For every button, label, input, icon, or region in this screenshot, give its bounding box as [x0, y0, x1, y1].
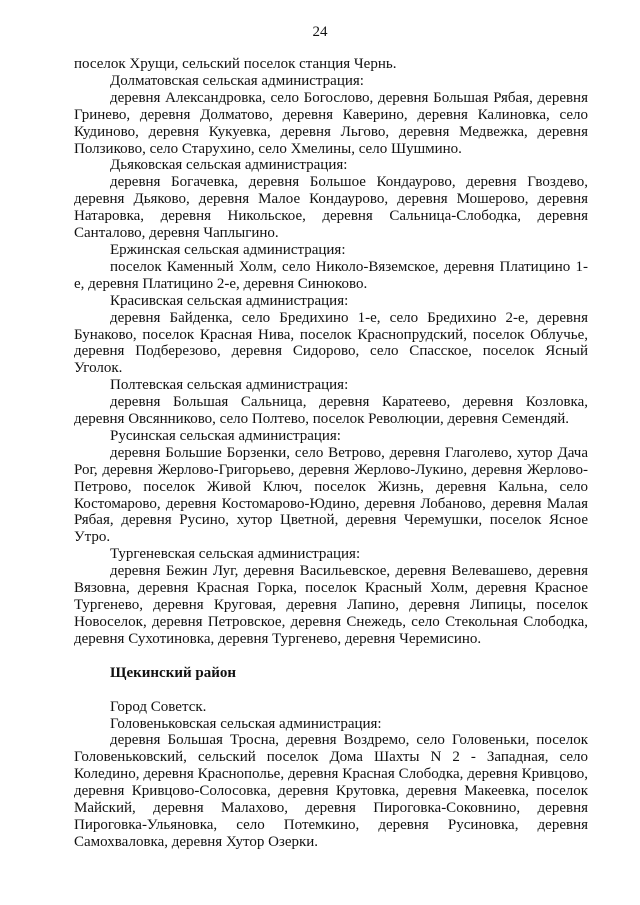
city-line: Город Советск. — [110, 698, 207, 715]
administration-name-dyakovskaya: Дьяковская сельская администрация: — [110, 157, 348, 174]
administration-name-krasivskaya: Красивская сельская администрация: — [110, 292, 349, 309]
district-heading: Щекинский район — [110, 664, 237, 681]
administration-name-poltevskaya: Полтевская сельская администрация: — [110, 377, 349, 394]
page-number: 24 — [312, 24, 328, 40]
administration-name-golovenkovskaya: Головеньковская сельская администрация: — [110, 715, 382, 732]
administration-name-erzhinskaya: Ержинская сельская администрация: — [110, 241, 346, 258]
document-body — [74, 56, 588, 851]
settlement-list-turgenevskaya: деревня Бежин Луг, деревня Васильевское, деревня Велевашево, деревня Вязовна, деревня Красная Горка, поселок Красный Холм, деревня Красное Тургенево, деревня Круговая, деревня Лапино, деревня Липицы, поселок Новоселок, деревня Петровское, деревня Снежедь, село Стекольная Слободка, деревня Сухотиновка, деревня Тургенево, деревня Черемисино. — [74, 563, 588, 647]
administration-name-rusinskaya: Русинская сельская администрация: — [110, 427, 341, 444]
settlement-list-erzhinskaya: поселок Каменный Холм, село Николо-Вяземское, деревня Платицино 1-е, деревня Платицино 2-е, деревня Синюково. — [74, 258, 588, 292]
spacer — [74, 648, 588, 665]
administration-name-turgenevskaya: Тургеневская сельская администрация: — [110, 546, 361, 563]
settlement-list-rusinskaya: деревня Большие Борзенки, село Ветрово, деревня Глаголево, хутор Дача Рог, деревня Жерлово-Григорьево, деревня Жерлово-Лукино, деревня Жерлово-Петрово, поселок Живой Ключ, поселок Жизнь, деревня Кальна, село Костомарово, деревня Костомарово-Юдино, деревня Лобаново, деревня Малая Рябая, деревня Русино, хутор Цветной, деревня Черемушки, поселок Ясное Утро. — [74, 444, 588, 546]
intro-line: поселок Хрущи, сельский поселок станция Чернь. — [74, 56, 397, 72]
settlement-list-golovenkovskaya: деревня Большая Тросна, деревня Воздремо, село Головеньки, поселок Головеньковский, сельский поселок Дома Шахты N 2 - Западная, село Коледино, деревня Краснополье, деревня Красная Слободка, деревня Кривцово, деревня Кривцово-Солосовка, деревня Крутовка, деревня Макеевка, поселок Майский, деревня Малахово, деревня Пироговка-Соковнино, деревня Пироговка-Ульяновка, село Потемкино, деревня Русиновка, деревня Самохваловка, деревня Хутор Озерки. — [74, 732, 588, 850]
settlement-list-dyakovskaya: деревня Богачевка, деревня Большое Кондаурово, деревня Гвоздево, деревня Дьяково, деревня Малое Кондаурово, деревня Мошерово, деревня Натаровка, деревня Никольское, деревня Сальница-Слободка, деревня Санталово, деревня Чаплыгино. — [74, 174, 588, 242]
settlement-list-dolmatovskaya: деревня Александровка, село Богослово, деревня Большая Рябая, деревня Гринево, деревня Долматово, деревня Каверино, деревня Калиновка, село Кудиново, деревня Кукуевка, деревня Льгово, деревня Медвежка, деревня Ползиково, село Старухино, село Хмелины, село Шушмино. — [74, 89, 588, 157]
settlement-list-krasivskaya: деревня Байденка, село Бредихино 1-е, село Бредихино 2-е, деревня Бунаково, поселок Красная Нива, поселок Краснопрудский, поселок Облучье, деревня Подберезово, деревня Сидорово, село Спасское, поселок Ясный Уголок. — [74, 309, 588, 377]
spacer — [74, 682, 588, 699]
administration-name-dolmatovskaya: Долматовская сельская администрация: — [110, 72, 364, 89]
settlement-list-poltevskaya: деревня Большая Сальница, деревня Каратеево, деревня Козловка, деревня Овсянниково, село Полтево, поселок Революции, деревня Семендяй. — [74, 394, 588, 428]
